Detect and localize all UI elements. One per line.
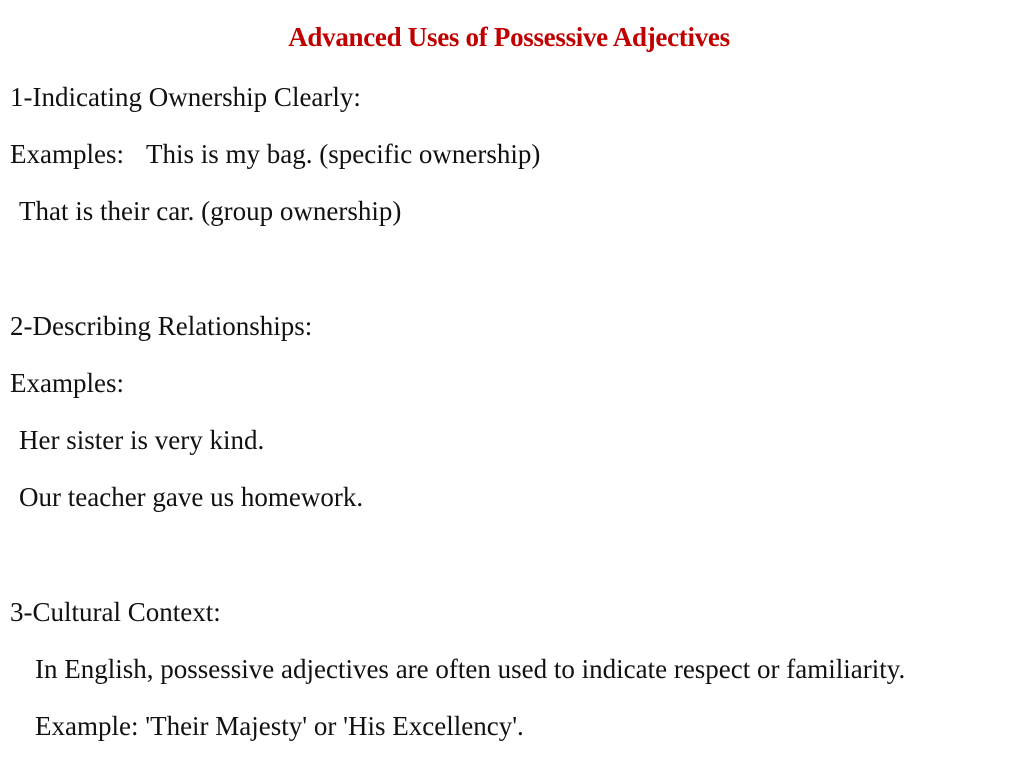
section-1-examples-label: Examples: [10,139,124,169]
section-1-example-1: This is my bag. (specific ownership) [145,139,541,169]
section-3-description: In English, possessive adjectives are often used to indicate respect or familiarity. [35,654,906,684]
section-1-heading: 1-Indicating Ownership Clearly: [10,82,361,112]
slide-title: Advanced Uses of Possessive Adjectives [288,22,730,52]
section-2-example-2: Our teacher gave us homework. [19,482,364,512]
section-2-example-1: Her sister is very kind. [19,425,265,455]
section-1-examples-line [10,141,540,168]
section-3-example: Example: 'Their Majesty' or 'His Excellency'. [35,711,524,741]
section-2-heading: 2-Describing Relationships: [10,311,313,341]
section-3-heading: 3-Cultural Context: [10,597,221,627]
section-1-example-2: That is their car. (group ownership) [19,196,402,226]
section-2-examples-label: Examples: [10,368,124,398]
